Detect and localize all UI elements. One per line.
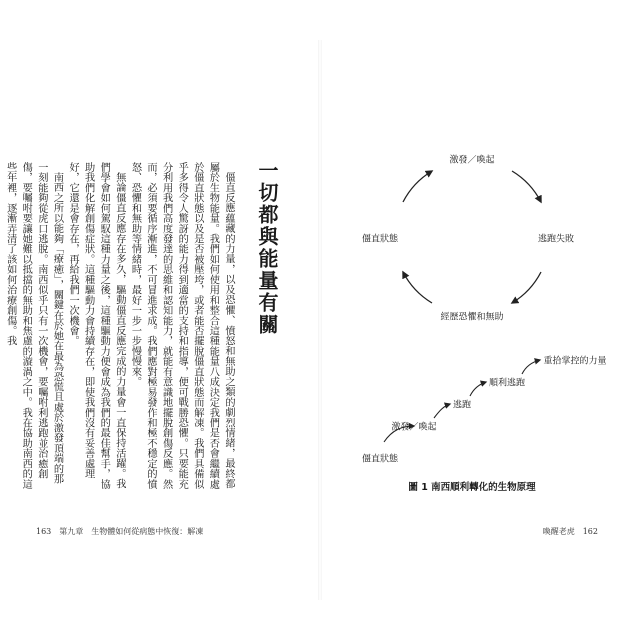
cycle-node-failed-escape: 逃跑失敗: [537, 234, 575, 245]
figure-1: [322, 130, 622, 510]
step-node-successful-escape: 順利逃跑: [488, 378, 526, 389]
footer-left: [36, 526, 203, 537]
cycle-arrow: [403, 272, 432, 303]
body-text: [4, 162, 236, 492]
running-title-right: 喚醒老虎: [542, 527, 575, 536]
footer-right: [543, 526, 598, 537]
cycle-arrow: [512, 272, 541, 303]
step-node-regain-power: 重拾掌控的力量: [543, 356, 607, 367]
body-paragraph: 僵直反應蘊藏的力量，以及恐懼、憤怒和無助之類的劇烈情緒，最終都屬於生物能量。我們如何使用和整合這種能量八成決定我們是否會繼續處於僵直狀態以及是否被壓垮，或者能否擺脫僵直狀態而解凍。我們具備似乎多得令人驚訝的能力得到適當的支持和指導，便可戰勝恐懼。只要能充分利用我們高度發達的思維和認知能力，就能有意識地擺脫創傷反應。然而，必須要循序漸進，不可冒進求成。我們應對極易發作和極不穩定的憤怒、恐懼和無助等情緒時，最好一步一步慢慢來。: [129, 162, 234, 490]
step-arrow: [470, 382, 486, 396]
step-arrow: [522, 360, 540, 374]
body-paragraph: 南西之所以能夠「療癒」，關鍵在於她在最為恐慌且處於激發頂端的那一刻能夠從虎口逃脫。南西似乎只有一次機會，要囑咐利逃跑並治癒創傷，要囑咐要讓她難以抵擋的無助和焦慮的漩渦之中。我在協助南西的這些年裡，逐漸弄清了該如何治療創傷。我: [4, 162, 63, 490]
cycle-arrow: [403, 171, 432, 202]
cycle-node-arousal: 激發／喚起: [449, 155, 495, 166]
body-paragraph: 無論僵直反應存在多久，驅動僵直反應完成的力量會一直保持活躍。我們學會如何駕馭這種力量之後，這種驅動力便會成為我們的最佳幫手，協助我們化解創傷症狀。這種驅動力會持續存在，即使我們沒有妥善處理好，它還是會存在，再給我們一次機會。: [67, 162, 125, 490]
page-number-left: 163: [36, 527, 52, 536]
section-heading: 一切都與能量有關: [255, 160, 279, 336]
step-arrow: [434, 404, 450, 418]
running-title-left: 第九章 生物體如何從病態中恢復：解凍: [59, 527, 204, 536]
page-number-right: 162: [582, 527, 598, 536]
cycle-node-fear-helplessness: 經歷恐懼和無助: [440, 312, 504, 323]
step-node-arousal: 激發／喚起: [391, 422, 437, 433]
step-node-escape: 逃跑: [452, 400, 472, 411]
cycle-node-immobility: 僵直狀態: [361, 234, 399, 245]
figure-caption: 圖 1 南西順利轉化的生物原理: [408, 482, 536, 493]
step-node-immobility: 僵直狀態: [361, 454, 399, 465]
cycle-arrow: [512, 171, 541, 202]
